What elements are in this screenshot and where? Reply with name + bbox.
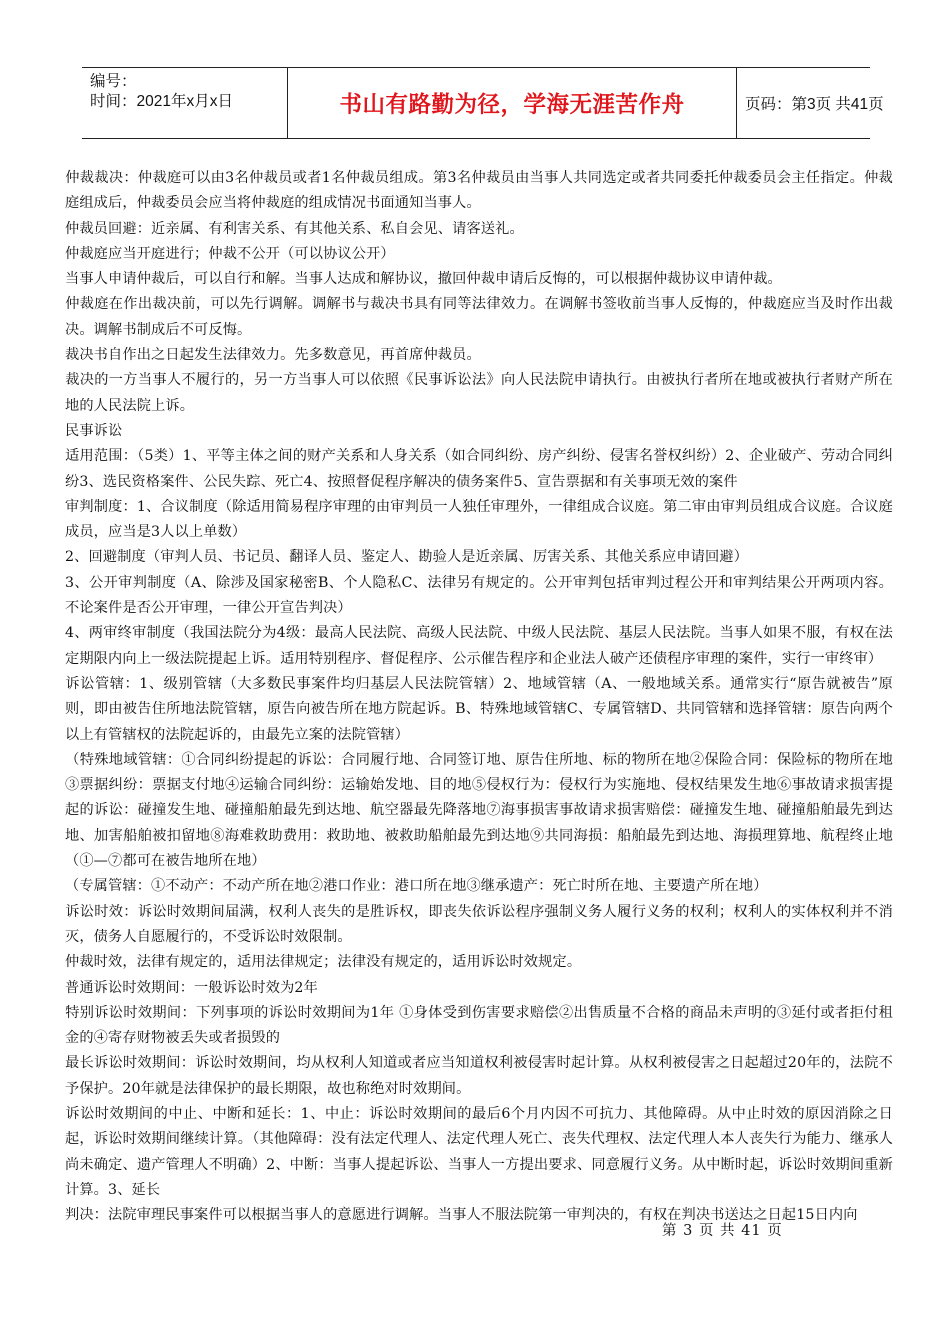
page-footer: 第 3 页 共 41 页	[662, 1223, 783, 1239]
body-paragraph: 3、公开审判制度（A、除涉及国家秘密B、个人隐私C、法律另有规定的。公开审判包括审判过程公开和审判结果公开两项内容。不论案件是否公开审理，一律公开宣告判决）	[65, 574, 893, 617]
document-body	[65, 166, 893, 1228]
body-paragraph: （特殊地域管辖：①合同纠纷提起的诉讼：合同履行地、合同签订地、原告住所地、标的物所在地②保险合同：保险标的物所在地③票据纠纷：票据支付地④运输合同纠纷：运输始发地、目的地⑤侵权行为：侵权行为实施地、侵权结果发生地⑥事故请求损害提起的诉讼：碰撞发生地、碰撞船舶最先到达地、航空器最先降落地⑦海事损害事故请求损害赔偿：碰撞发生地、碰撞船舶最先到达地、加害船舶被扣留地⑧海难救助费用：救助地、被救助船舶最先到达地⑨共同海损：船舶最先到达地、海损理算地、航程终止地（①—⑦都可在被告地所在地）	[65, 751, 893, 870]
body-paragraph: 特别诉讼时效期间：下列事项的诉讼时效期间为1年 ①身体受到伤害要求赔偿②出售质量不合格的商品未声明的③延付或者拒付租金的④寄存财物被丢失或者损毁的	[65, 1004, 893, 1047]
body-paragraph: 诉讼时效：诉讼时效期间届满，权利人丧失的是胜诉权，即丧失依诉讼程序强制义务人履行义务的权利；权利人的实体权利并不消灭，债务人自愿履行的，不受诉讼时效限制。	[65, 903, 893, 945]
body-paragraph: （专属管辖：①不动产：不动产所在地②港口作业：港口所在地③继承遗产：死亡时所在地、主要遗产所在地）	[65, 878, 768, 895]
body-paragraph: 仲裁时效，法律有规定的，适用法律规定；法律没有规定的，适用诉讼时效规定。	[65, 954, 582, 971]
body-paragraph: 4、两审终审制度（我国法院分为4级：最高人民法院、高级人民法院、中级人民法院、基层人民法院。当事人如果不服，有权在法定期限内向上一级法院提起上诉。适用特别程序、督促程序、公示催告程序和企业法人破产还债程序审理的案件，实行一审终审）	[65, 625, 893, 667]
body-paragraph: 审判制度：1、合议制度（除适用简易程序审理的由审判员一人独任审理外，一律组成合议庭。第二审由审判员组成合议庭。合议庭成员，应当是3人以上单数）	[65, 498, 893, 541]
body-paragraph: 诉讼时效期间的中止、中断和延长：1、中止：诉讼时效期间的最后6个月内因不可抗力、其他障碍。从中止时效的原因消除之日起，诉讼时效期间继续计算。（其他障碍：没有法定代理人、法定代理人死亡、丧失代理权、法定代理人本人丧失行为能力、继承人尚未确定、遗产管理人不明确）2、中断：当事人提起诉讼、当事人一方提出要求、同意履行义务。从中断时起，诉讼时效期间重新计算。3、延长	[65, 1105, 893, 1198]
date-label: 时间：2021年x月x日	[90, 93, 233, 110]
body-paragraph: 裁决书自作出之日起发生法律效力。先多数意见，再首席仲裁员。	[65, 347, 481, 364]
body-paragraph: 当事人申请仲裁后，可以自行和解。当事人达成和解协议，撤回仲裁申请后反悔的，可以根据仲裁协议申请仲裁。	[65, 271, 782, 288]
body-paragraph: 民事诉讼	[65, 422, 123, 439]
body-paragraph: 仲裁员回避：近亲属、有利害关系、有其他关系、私自会见、请客送礼。	[65, 220, 524, 237]
header-left-cell	[82, 68, 287, 138]
body-paragraph: 仲裁庭在作出裁决前，可以先行调解。调解书与裁决书具有同等法律效力。在调解书签收前当事人反悔的，仲裁庭应当及时作出裁决。调解书制成后不可反悔。	[65, 296, 893, 338]
body-paragraph: 2、回避制度（审判人员、书记员、翻译人员、鉴定人、勘验人是近亲属、厉害关系、其他关系应申请回避）	[65, 549, 749, 566]
body-paragraph: 判决：法院审理民事案件可以根据当事人的意愿进行调解。当事人不服法院第一审判决的，有权在判决书送达之日起15日内向	[65, 1207, 858, 1224]
page-header	[82, 67, 884, 139]
body-paragraph: 诉讼管辖：1、级别管辖（大多数民事案件均归基层人民法院管辖）2、地域管辖（A、一般地域关系。通常实行“原告就被告”原则，即由被告住所地法院管辖，原告向被告所在地方院起诉。B、特殊地域管辖C、专属管辖D、共同管辖和选择管辖：原告向两个以上有管辖权的法院起诉的，由最先立案的法院管辖）	[65, 675, 893, 743]
body-paragraph: 仲裁裁决：仲裁庭可以由3名仲裁员或者1名仲裁员组成。第3名仲裁员由当事人共同选定或者共同委托仲裁委员会主任指定。仲裁庭组成后，仲裁委员会应当将仲裁庭的组成情况书面通知当事人。	[65, 170, 893, 212]
body-paragraph: 最长诉讼时效期间：诉讼时效期间，均从权利人知道或者应当知道权利被侵害时起计算。从权利被侵害之日起超过20年的，法院不予保护。20年就是法律保护的最长期限，故也称绝对时效期间。	[65, 1055, 893, 1097]
body-paragraph: 适用范围：（5类）1、平等主体之间的财产关系和人身关系（如合同纠纷、房产纠纷、侵害名誉权纠纷）2、企业破产、劳动合同纠纷3、选民资格案件、公民失踪、死亡4、按照督促程序解决的债务案件5、宣告票据和有关事项无效的案件	[65, 448, 893, 490]
serial-label: 编号：	[90, 73, 137, 90]
body-paragraph: 仲裁庭应当开庭进行；仲裁不公开（可以协议公开）	[65, 245, 395, 262]
header-page-label: 页码：第3页 共41页	[745, 96, 884, 113]
header-motto: 书山有路勤为径，学海无涯苦作舟	[287, 68, 737, 138]
body-paragraph: 普通诉讼时效期间：一般诉讼时效为2年	[65, 979, 318, 996]
body-paragraph: 裁决的一方当事人不履行的，另一方当事人可以依照《民事诉讼法》向人民法院申请执行。由被执行者所在地或被执行者财产所在地的人民法院上诉。	[65, 372, 893, 414]
